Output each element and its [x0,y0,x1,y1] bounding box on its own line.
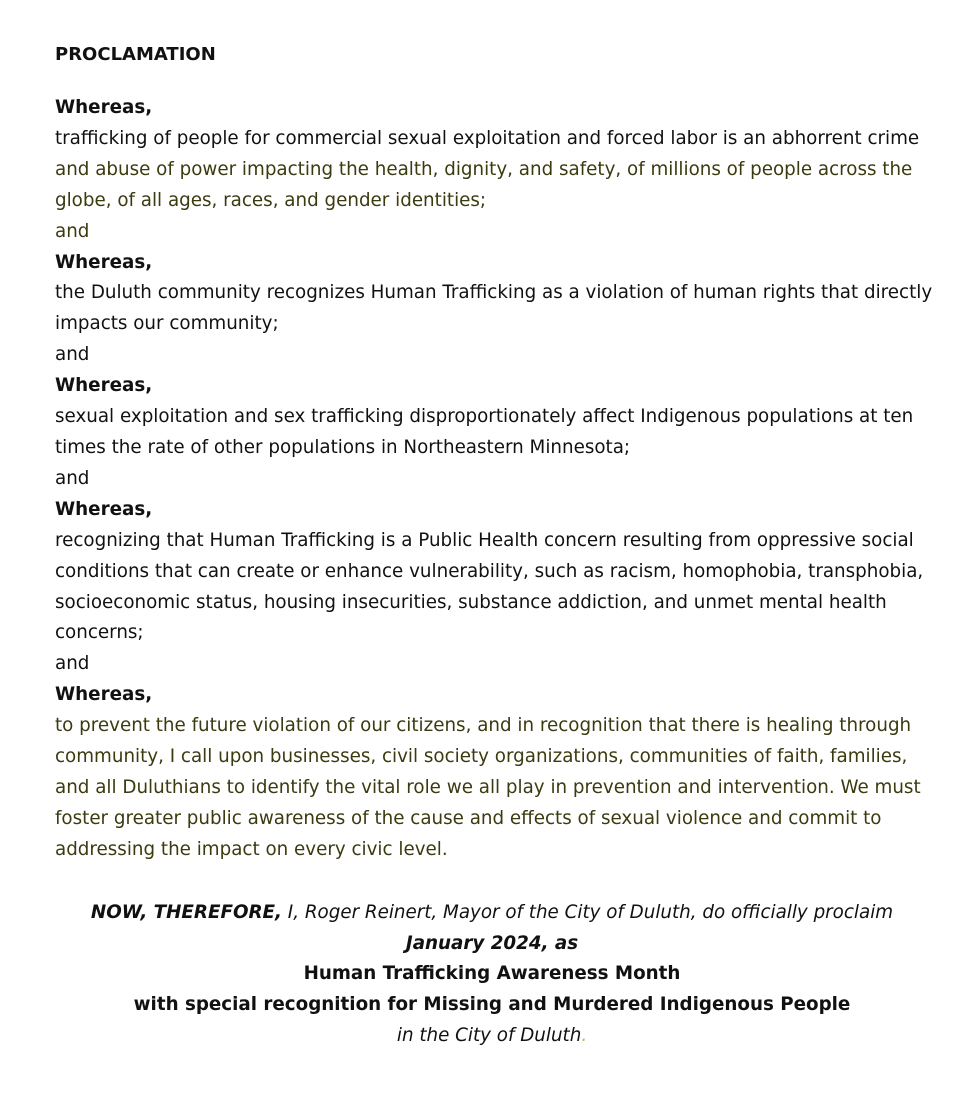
proclaim-text: I, Roger Reinert, Mayor of the City of Duluth, do officially proclaim [282,901,894,923]
proclaim-line [10,898,974,929]
document-title: PROCLAMATION [55,44,216,65]
recognition-line: with special recognition for Missing and Murdered Indigenous People [133,994,851,1016]
and-connector: and [55,467,90,489]
clause-line: and all Duluthians to identify the vital role we all play in prevention and intervention. We must [55,776,921,798]
clause-line: addressing the impact on every civic level. [55,838,448,860]
clause-line: to prevent the future violation of our citizens, and in recognition that there is healing through [55,715,912,737]
clause-line: and abuse of power impacting the health, dignity, and safety, of millions of people across the [55,158,913,180]
clause-line: times the rate of other populations in Northeastern Minnesota; [55,436,631,458]
month-line: Human Trafficking Awareness Month [303,963,681,985]
city-line-period: . [581,1025,588,1047]
and-connector: and [55,220,90,242]
clause-line: trafficking of people for commercial sexual exploitation and forced labor is an abhorrent crime [55,127,920,149]
whereas-label: Whereas, [55,684,153,706]
city-line-text: in the City of Duluth [396,1025,582,1047]
proclamation-closing [0,898,974,1053]
whereas-label: Whereas, [55,375,153,397]
clause-line: globe, of all ages, races, and gender identities; [55,189,487,211]
clause-line: the Duluth community recognizes Human Trafficking as a violation of human rights that directly [55,282,933,304]
clause-line: foster greater public awareness of the cause and effects of sexual violence and commit to [55,807,882,829]
and-connector: and [55,344,90,366]
clause-line: conditions that can create or enhance vulnerability, such as racism, homophobia, transphobia, [55,560,924,582]
clause-line: sexual exploitation and sex trafficking disproportionately affect Indigenous populations at ten [55,406,914,428]
whereas-label: Whereas, [55,498,153,520]
proclamation-body [55,93,934,866]
clause-line: recognizing that Human Trafficking is a Public Health concern resulting from oppressive social [55,529,914,551]
and-connector: and [55,653,90,675]
whereas-label: Whereas, [55,97,153,118]
whereas-label: Whereas, [55,251,153,273]
clause-line: community, I call upon businesses, civil society organizations, communities of faith, families, [55,746,908,768]
clause-line: socioeconomic status, housing insecurities, substance addiction, and unmet mental health [55,591,887,613]
clause-line: concerns; [55,622,144,644]
date-line: January 2024, as [405,932,579,954]
clause-line: impacts our community; [55,313,279,335]
city-line [10,1021,974,1052]
now-therefore-label: NOW, THEREFORE, [90,901,282,923]
